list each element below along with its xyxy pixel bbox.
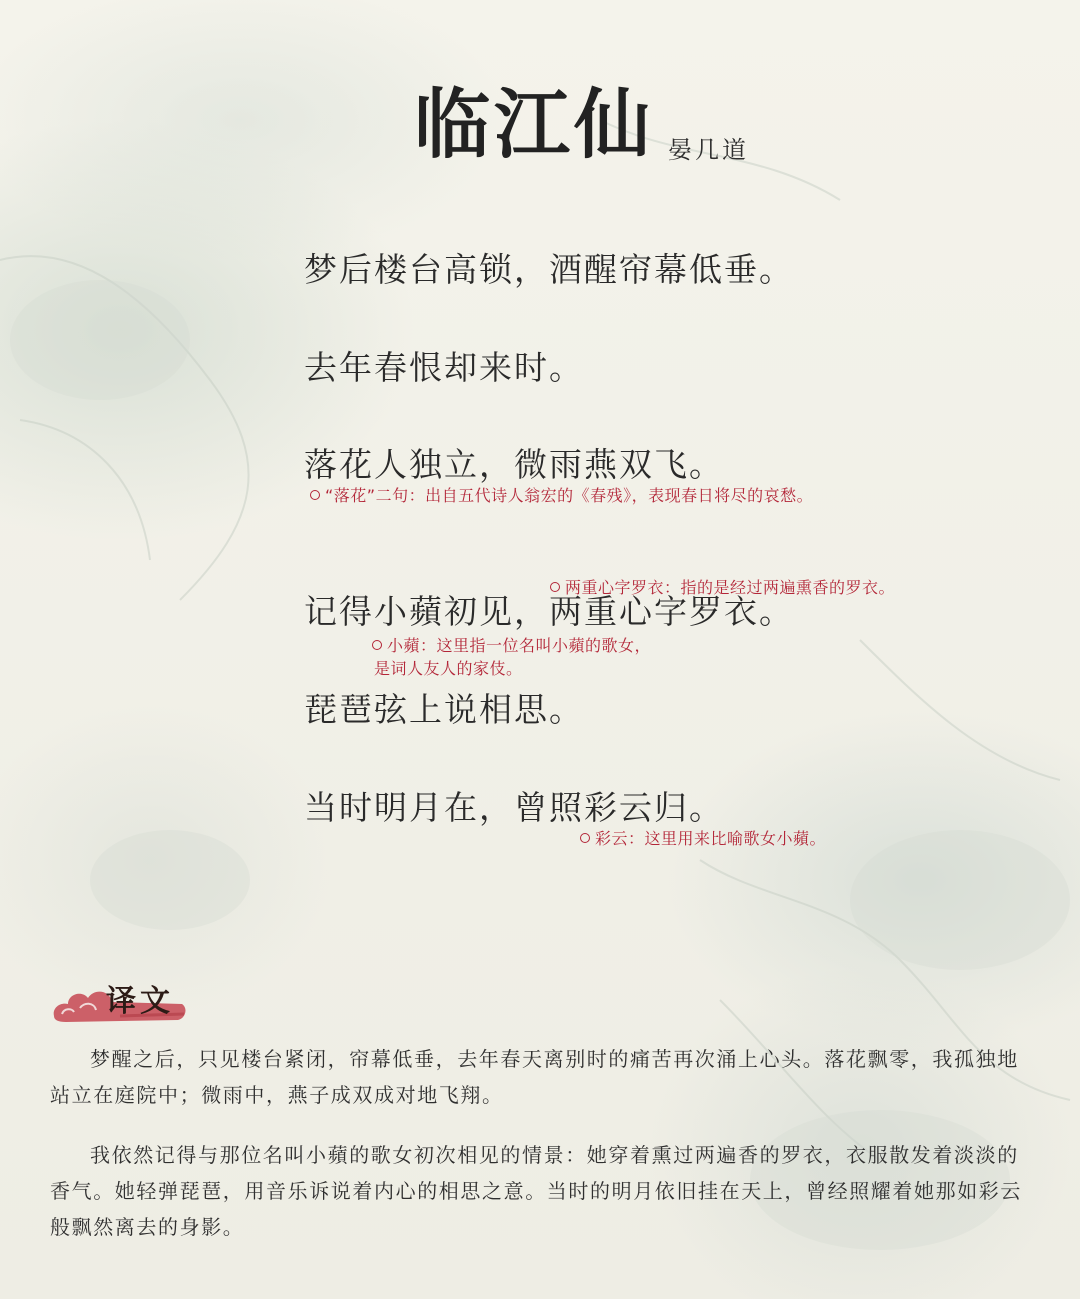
- annotation-xiaoping: [372, 634, 651, 658]
- poem-title: 临江仙: [414, 80, 654, 169]
- annotation-liangchong-text: 两重心字罗衣：指的是经过两遍熏香的罗衣。: [565, 578, 896, 597]
- translation-heading: [50, 978, 190, 1028]
- translation-heading-label: 译文: [106, 984, 174, 1019]
- annotation-luohua: [310, 484, 813, 508]
- annotation-marker-icon: [372, 640, 382, 650]
- annotation-xiaoping-text-1: 小蘋：这里指一位名叫小蘋的歌女，: [387, 636, 652, 655]
- poem-line-2: 去年春恨却来时。: [304, 348, 584, 387]
- poem-line-3: 落花人独立，微雨燕双飞。: [304, 445, 724, 484]
- poem-author: 晏几道: [668, 136, 749, 164]
- annotation-xiaoping-line-2: 是词人友人的家伎。: [374, 659, 523, 678]
- annotation-caiyun-text: 彩云：这里用来比喻歌女小蘋。: [595, 829, 827, 848]
- annotation-marker-icon: [310, 490, 320, 500]
- poem-line-4: 记得小蘋初见，两重心字罗衣。: [304, 592, 794, 631]
- poem-line-6: 当时明月在，曾照彩云归。: [304, 788, 724, 827]
- poem-line-5: 琵琶弦上说相思。: [304, 690, 584, 729]
- annotation-luohua-text: “落花”二句：出自五代诗人翁宏的《春残》，表现春日将尽的哀愁。: [325, 486, 814, 505]
- annotation-caiyun: [580, 827, 826, 851]
- translation-paragraph-2: 我依然记得与那位名叫小蘋的歌女初次相见的情景：她穿着熏过两遍香的罗衣，衣服散发着淡淡的香气。她轻弹琵琶，用音乐诉说着内心的相思之意。当时的明月依旧挂在天上，曾经照耀着她那如彩云般飘然离去的身影。: [50, 1143, 1022, 1239]
- poem-line-1: 梦后楼台高锁，酒醒帘幕低垂。: [304, 250, 794, 289]
- translation-paragraph-1: 梦醒之后，只见楼台紧闭，帘幕低垂，去年春天离别时的痛苦再次涌上心头。落花飘零，我孤独地站立在庭院中；微雨中，燕子成双成对地飞翔。: [50, 1047, 1019, 1107]
- annotation-marker-icon: [580, 833, 590, 843]
